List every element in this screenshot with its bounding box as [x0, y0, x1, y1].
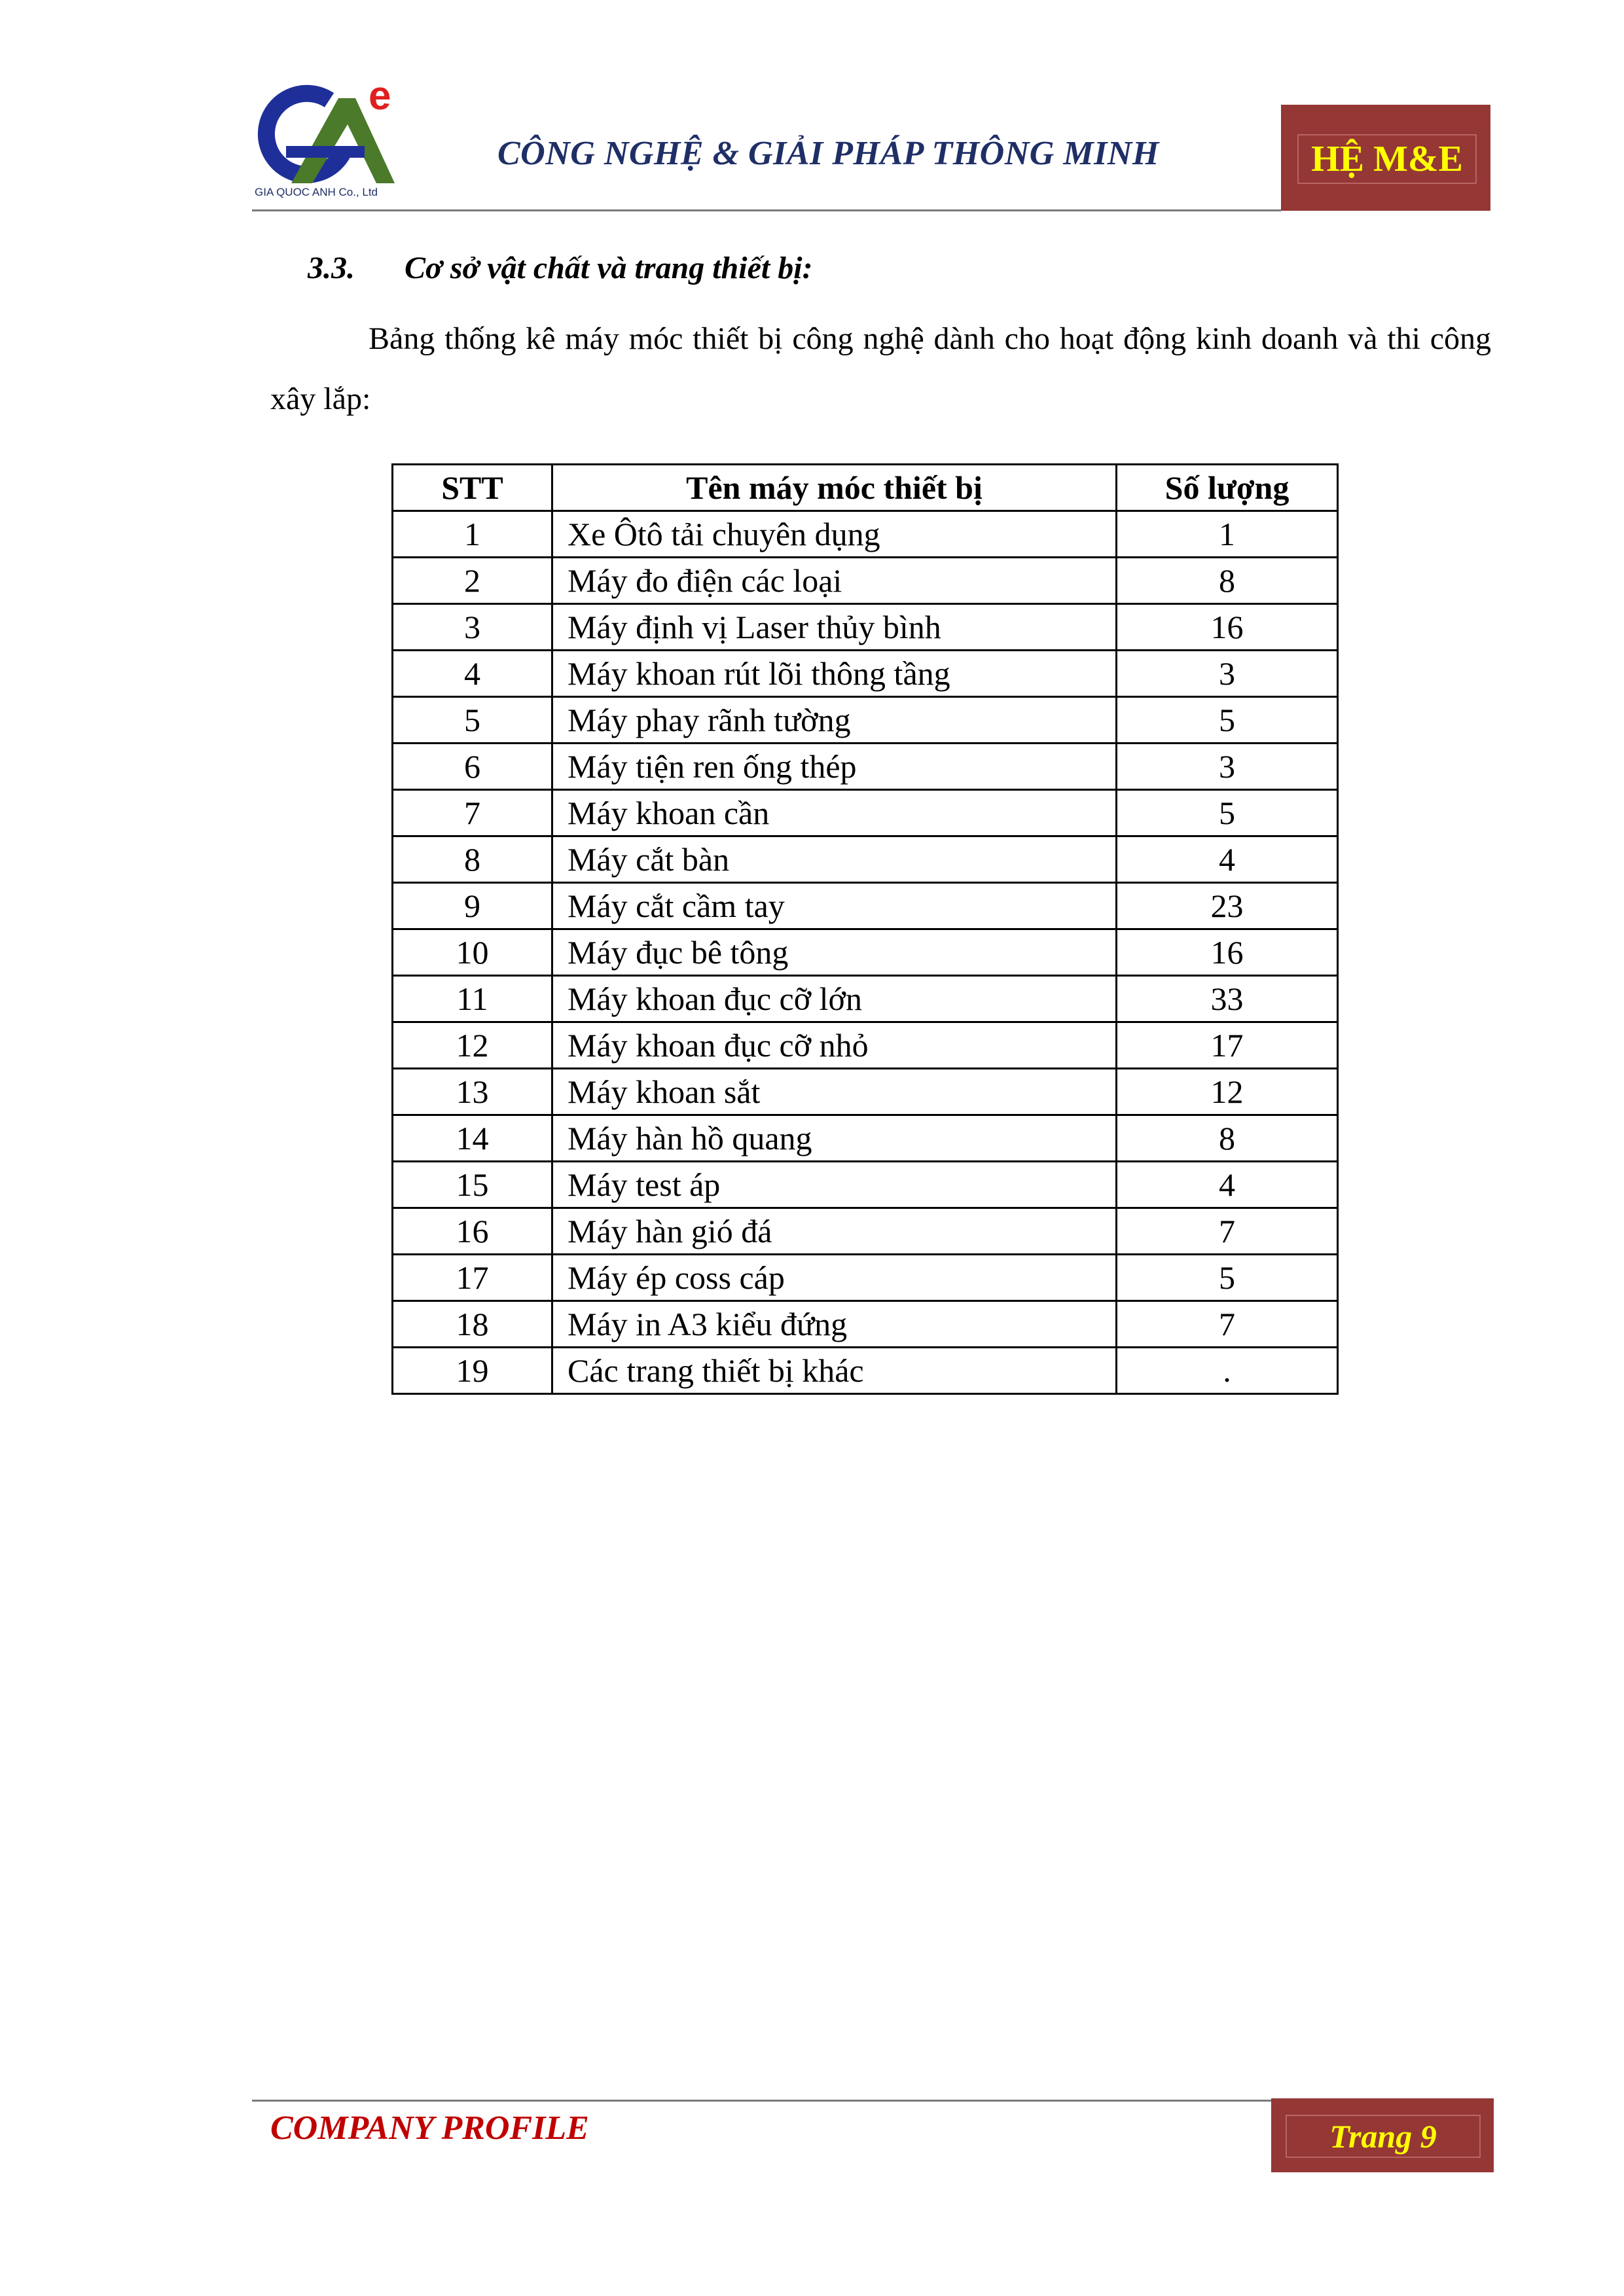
- footer-divider: [252, 2100, 1281, 2102]
- page-number: Trang 9: [1286, 2115, 1481, 2158]
- table-row: [393, 976, 1338, 1022]
- cell-equipment-name: Máy đo điện các loại: [552, 558, 1117, 604]
- table-row: [393, 836, 1338, 883]
- table-row: [393, 558, 1338, 604]
- header-divider: [252, 209, 1281, 211]
- cell-stt: 12: [393, 1022, 552, 1069]
- header-quantity: Số lượng: [1117, 465, 1338, 511]
- table-row: [393, 1348, 1338, 1394]
- header-badge-label: HỆ M&E: [1297, 134, 1477, 184]
- table-row: [393, 697, 1338, 744]
- cell-stt: 3: [393, 604, 552, 651]
- cell-stt: 7: [393, 790, 552, 836]
- table-row: [393, 1069, 1338, 1115]
- cell-stt: 17: [393, 1255, 552, 1301]
- cell-equipment-name: Máy khoan sắt: [552, 1069, 1117, 1115]
- table-row: [393, 790, 1338, 836]
- cell-equipment-name: Máy cắt cầm tay: [552, 883, 1117, 929]
- cell-equipment-name: Máy khoan cần: [552, 790, 1117, 836]
- company-logo: [252, 75, 409, 200]
- cell-stt: 14: [393, 1115, 552, 1162]
- table-row: [393, 1208, 1338, 1255]
- logo-company-name: GIA QUOC ANH Co., Ltd: [255, 186, 378, 198]
- cell-stt: 16: [393, 1208, 552, 1255]
- cell-quantity: 16: [1117, 604, 1338, 651]
- footer-company-profile: COMPANY PROFILE: [270, 2109, 589, 2147]
- header-title: CÔNG NGHỆ & GIẢI PHÁP THÔNG MINH: [497, 135, 1159, 172]
- equipment-table-wrapper: [391, 463, 1339, 1395]
- cell-quantity: 4: [1117, 1162, 1338, 1208]
- cell-quantity: .: [1117, 1348, 1338, 1394]
- cell-equipment-name: Máy khoan đục cỡ lớn: [552, 976, 1117, 1022]
- cell-stt: 1: [393, 511, 552, 558]
- table-row: [393, 1255, 1338, 1301]
- cell-quantity: 23: [1117, 883, 1338, 929]
- cell-stt: 13: [393, 1069, 552, 1115]
- cell-quantity: 5: [1117, 1255, 1338, 1301]
- table-row: [393, 511, 1338, 558]
- cell-equipment-name: Máy hàn gió đá: [552, 1208, 1117, 1255]
- cell-equipment-name: Máy khoan đục cỡ nhỏ: [552, 1022, 1117, 1069]
- cell-equipment-name: Máy khoan rút lõi thông tầng: [552, 651, 1117, 697]
- cell-equipment-name: Các trang thiết bị khác: [552, 1348, 1117, 1394]
- cell-equipment-name: Xe Ôtô tải chuyên dụng: [552, 511, 1117, 558]
- table-row: [393, 1162, 1338, 1208]
- header-equipment-name: Tên máy móc thiết bị: [552, 465, 1117, 511]
- cell-quantity: 8: [1117, 558, 1338, 604]
- footer-page-badge: [1271, 2098, 1494, 2172]
- intro-paragraph: Bảng thống kê máy móc thiết bị công nghệ dành cho hoạt động kinh doanh và thi công xây lắp:: [270, 321, 1491, 416]
- table-row: [393, 1301, 1338, 1348]
- cell-quantity: 3: [1117, 744, 1338, 790]
- cell-quantity: 16: [1117, 929, 1338, 976]
- cell-equipment-name: Máy test áp: [552, 1162, 1117, 1208]
- cell-quantity: 33: [1117, 976, 1338, 1022]
- table-body: [393, 511, 1338, 1394]
- cell-stt: 15: [393, 1162, 552, 1208]
- cell-stt: 10: [393, 929, 552, 976]
- section-title: Cơ sở vật chất và trang thiết bị:: [405, 251, 813, 285]
- table-row: [393, 744, 1338, 790]
- header-badge: [1281, 105, 1490, 211]
- table-row: [393, 604, 1338, 651]
- equipment-table: [391, 463, 1339, 1395]
- table-row: [393, 883, 1338, 929]
- section-number: 3.3.: [308, 251, 355, 285]
- cell-quantity: 17: [1117, 1022, 1338, 1069]
- cell-quantity: 1: [1117, 511, 1338, 558]
- cell-stt: 18: [393, 1301, 552, 1348]
- cell-quantity: 3: [1117, 651, 1338, 697]
- cell-stt: 19: [393, 1348, 552, 1394]
- table-header-row: [393, 465, 1338, 511]
- cell-quantity: 12: [1117, 1069, 1338, 1115]
- cell-stt: 8: [393, 836, 552, 883]
- table-row: [393, 651, 1338, 697]
- cell-stt: 4: [393, 651, 552, 697]
- cell-equipment-name: Máy đục bê tông: [552, 929, 1117, 976]
- cell-stt: 2: [393, 558, 552, 604]
- cell-quantity: 5: [1117, 697, 1338, 744]
- cell-quantity: 4: [1117, 836, 1338, 883]
- cell-quantity: 8: [1117, 1115, 1338, 1162]
- cell-quantity: 7: [1117, 1301, 1338, 1348]
- table-row: [393, 929, 1338, 976]
- cell-equipment-name: Máy hàn hồ quang: [552, 1115, 1117, 1162]
- cell-equipment-name: Máy phay rãnh tường: [552, 697, 1117, 744]
- cell-quantity: 7: [1117, 1208, 1338, 1255]
- cell-equipment-name: Máy in A3 kiểu đứng: [552, 1301, 1117, 1348]
- cell-stt: 11: [393, 976, 552, 1022]
- cell-stt: 9: [393, 883, 552, 929]
- table-row: [393, 1022, 1338, 1069]
- cell-equipment-name: Máy tiện ren ống thép: [552, 744, 1117, 790]
- gqa-logo-icon: [252, 75, 409, 200]
- cell-equipment-name: Máy ép coss cáp: [552, 1255, 1117, 1301]
- table-row: [393, 1115, 1338, 1162]
- cell-stt: 6: [393, 744, 552, 790]
- cell-stt: 5: [393, 697, 552, 744]
- header-stt: STT: [393, 465, 552, 511]
- cell-quantity: 5: [1117, 790, 1338, 836]
- cell-equipment-name: Máy định vị Laser thủy bình: [552, 604, 1117, 651]
- cell-equipment-name: Máy cắt bàn: [552, 836, 1117, 883]
- logo-letter-e: e: [369, 75, 391, 118]
